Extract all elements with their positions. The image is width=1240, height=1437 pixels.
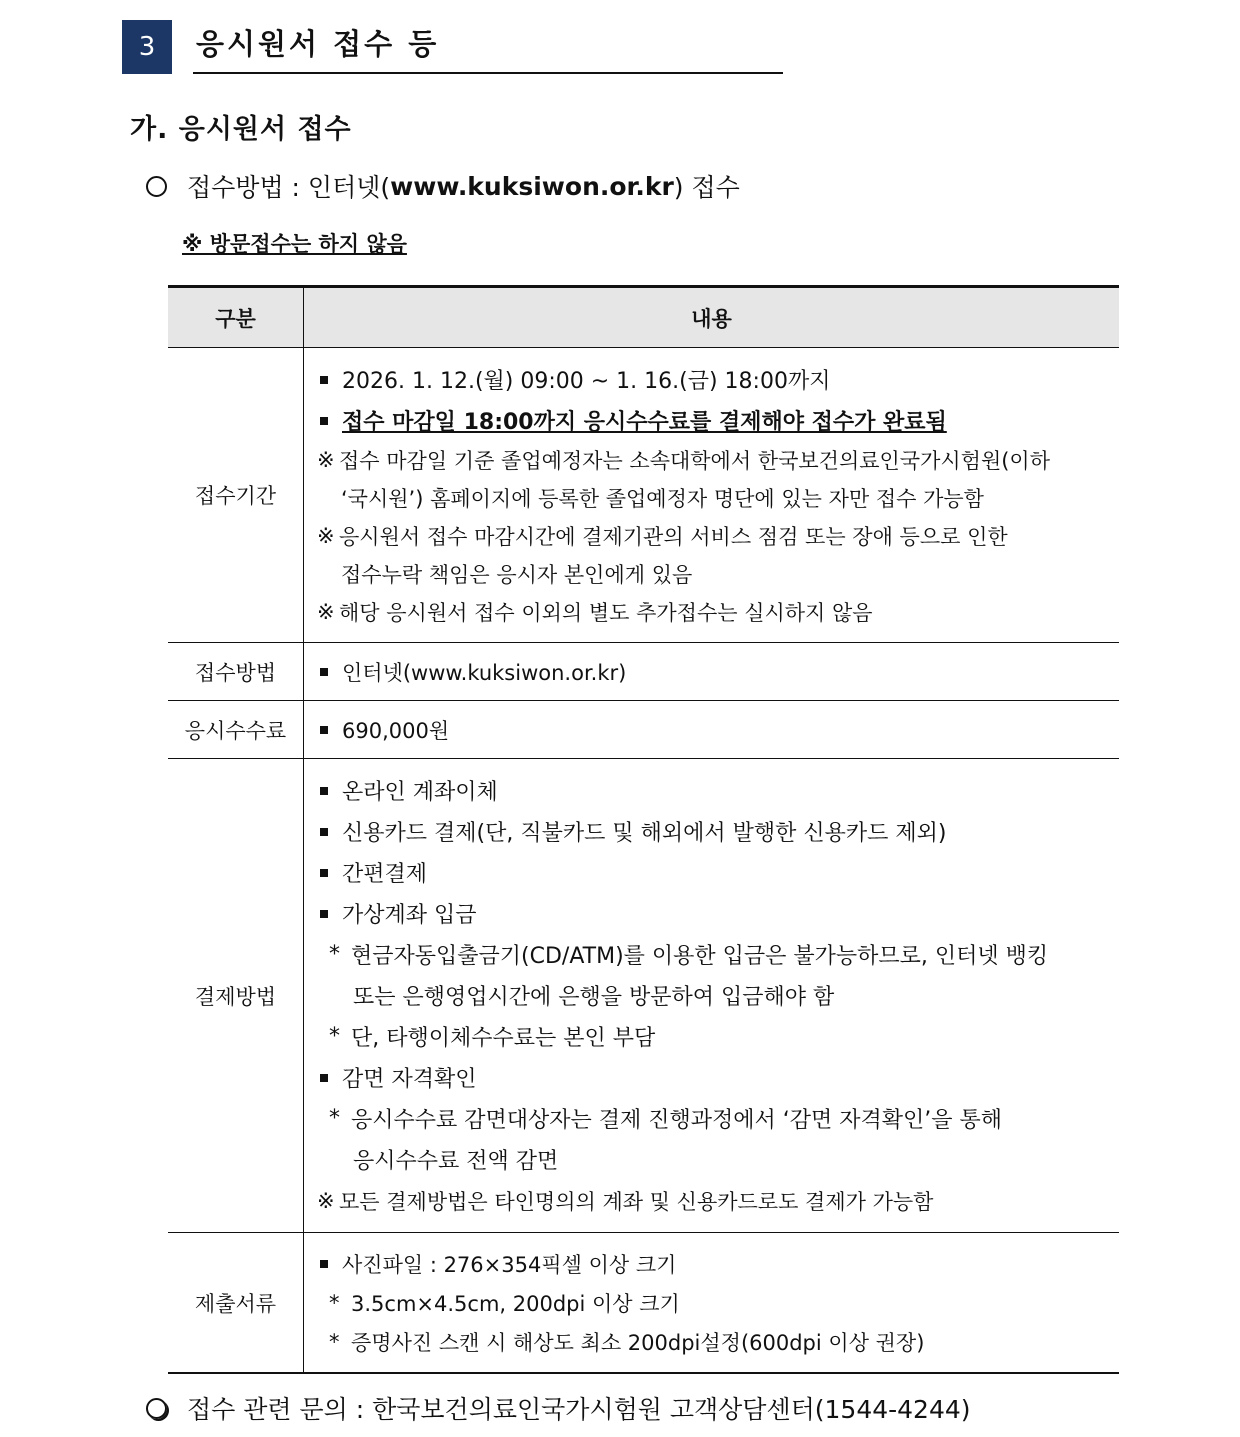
list-item: ※ 해당 응시원서 접수 이외의 별도 추가접수는 실시하지 않음 <box>317 600 873 625</box>
fee-content: 690,000원 <box>304 701 1120 759</box>
list-item: 온라인 계좌이체 <box>317 770 1118 811</box>
table-header <box>168 287 1119 348</box>
documents-label: 제출서류 <box>168 1233 304 1374</box>
list-item: 응시수수료 전액 감면 <box>353 1149 559 1174</box>
table-row-period <box>168 348 1119 643</box>
list-item: 간편결제 <box>317 852 1118 893</box>
title-underline <box>193 72 783 74</box>
table-row-documents <box>168 1233 1119 1374</box>
list-item: ‘국시원’) 홈페이지에 등록한 졸업예정자 명단에 있는 자만 접수 가능함 <box>341 487 984 511</box>
list-item: ※ 접수 마감일 기준 졸업예정자는 소속대학에서 한국보건의료인국가시험원(이하 <box>317 448 1051 473</box>
table-row-method <box>168 643 1119 701</box>
subheading: 가. 응시원서 접수 <box>130 114 352 145</box>
square-bullet-icon <box>320 417 328 425</box>
header-category: 구분 <box>168 287 304 348</box>
list-item: 감면 자격확인 <box>317 1057 1118 1098</box>
header-content: 내용 <box>304 287 1120 348</box>
square-bullet-icon <box>320 1260 328 1268</box>
list-item: 접수 마감일 18:00까지 응시수수료를 결제해야 접수가 완료됨 <box>317 400 1118 441</box>
list-item: * 3.5cm×4.5cm, 200dpi 이상 크기 <box>329 1290 680 1316</box>
list-item: * 단, 타행이체수수료는 본인 부담 <box>329 1024 656 1051</box>
section-title: 응시원서 접수 등 <box>196 27 440 61</box>
list-item: ※ 응시원서 접수 마감시간에 결제기관의 서비스 점검 또는 장애 등으로 인한 <box>317 524 1008 549</box>
inquiry-line <box>146 1390 971 1426</box>
table-row-payment <box>168 759 1119 1233</box>
payment-content <box>304 759 1120 1233</box>
period-content <box>304 348 1120 643</box>
square-bullet-icon <box>320 668 328 676</box>
list-item: * 증명사진 스캔 시 해상도 최소 200dpi설정(600dpi 이상 권장) <box>329 1329 925 1355</box>
method-line <box>146 168 740 204</box>
circle-bullet-icon <box>146 1398 167 1419</box>
section-number-badge: 3 <box>122 20 172 74</box>
period-label: 접수기간 <box>168 348 304 643</box>
method-content: 인터넷(www.kuksiwon.or.kr) <box>304 643 1120 701</box>
table-row-fee <box>168 701 1119 759</box>
square-bullet-icon <box>320 787 328 795</box>
list-item: * 현금자동입출금기(CD/ATM)를 이용한 입금은 불가능하므로, 인터넷 뱅킹 <box>329 942 1049 969</box>
square-bullet-icon <box>320 1074 328 1082</box>
square-bullet-icon <box>320 910 328 918</box>
square-bullet-icon <box>320 376 328 384</box>
square-bullet-icon <box>320 869 328 877</box>
list-item: 사진파일 : 276×354픽셀 이상 크기 <box>317 1244 1118 1283</box>
visit-note: ※ 방문접수는 하지 않음 <box>182 232 407 256</box>
payment-label: 결제방법 <box>168 759 304 1233</box>
method-suffix: ) 접수 <box>673 173 740 202</box>
inquiry-text: 접수 관련 문의 : 한국보건의료인국가시험원 고객상담센터(1544-4244) <box>187 1395 971 1424</box>
list-item: 또는 은행영업시간에 은행을 방문하여 입금해야 함 <box>353 985 835 1010</box>
fee-label: 응시수수료 <box>168 701 304 759</box>
method-url: www.kuksiwon.or.kr <box>390 171 674 201</box>
list-item: 신용카드 결제(단, 직불카드 및 해외에서 발행한 신용카드 제외) <box>317 811 1118 852</box>
list-item: 가상계좌 입금 <box>317 893 1118 934</box>
documents-content <box>304 1233 1120 1374</box>
application-table <box>168 285 1119 1374</box>
square-bullet-icon <box>320 828 328 836</box>
list-item: ※ 모든 결제방법은 타인명의의 계좌 및 신용카드로도 결제가 가능함 <box>317 1188 934 1214</box>
list-item: * 응시수수료 감면대상자는 결제 진행과정에서 ‘감면 자격확인’을 통해 <box>329 1106 1003 1133</box>
square-bullet-icon <box>320 726 328 734</box>
method-label: 접수방법 : 인터넷( <box>187 173 391 202</box>
method-label-cell: 접수방법 <box>168 643 304 701</box>
list-item: 2026. 1. 12.(월) 09:00 ~ 1. 16.(금) 18:00까지 <box>317 359 1118 400</box>
circle-bullet-icon <box>146 176 167 197</box>
list-item: 접수누락 책임은 응시자 본인에게 있음 <box>341 563 693 587</box>
